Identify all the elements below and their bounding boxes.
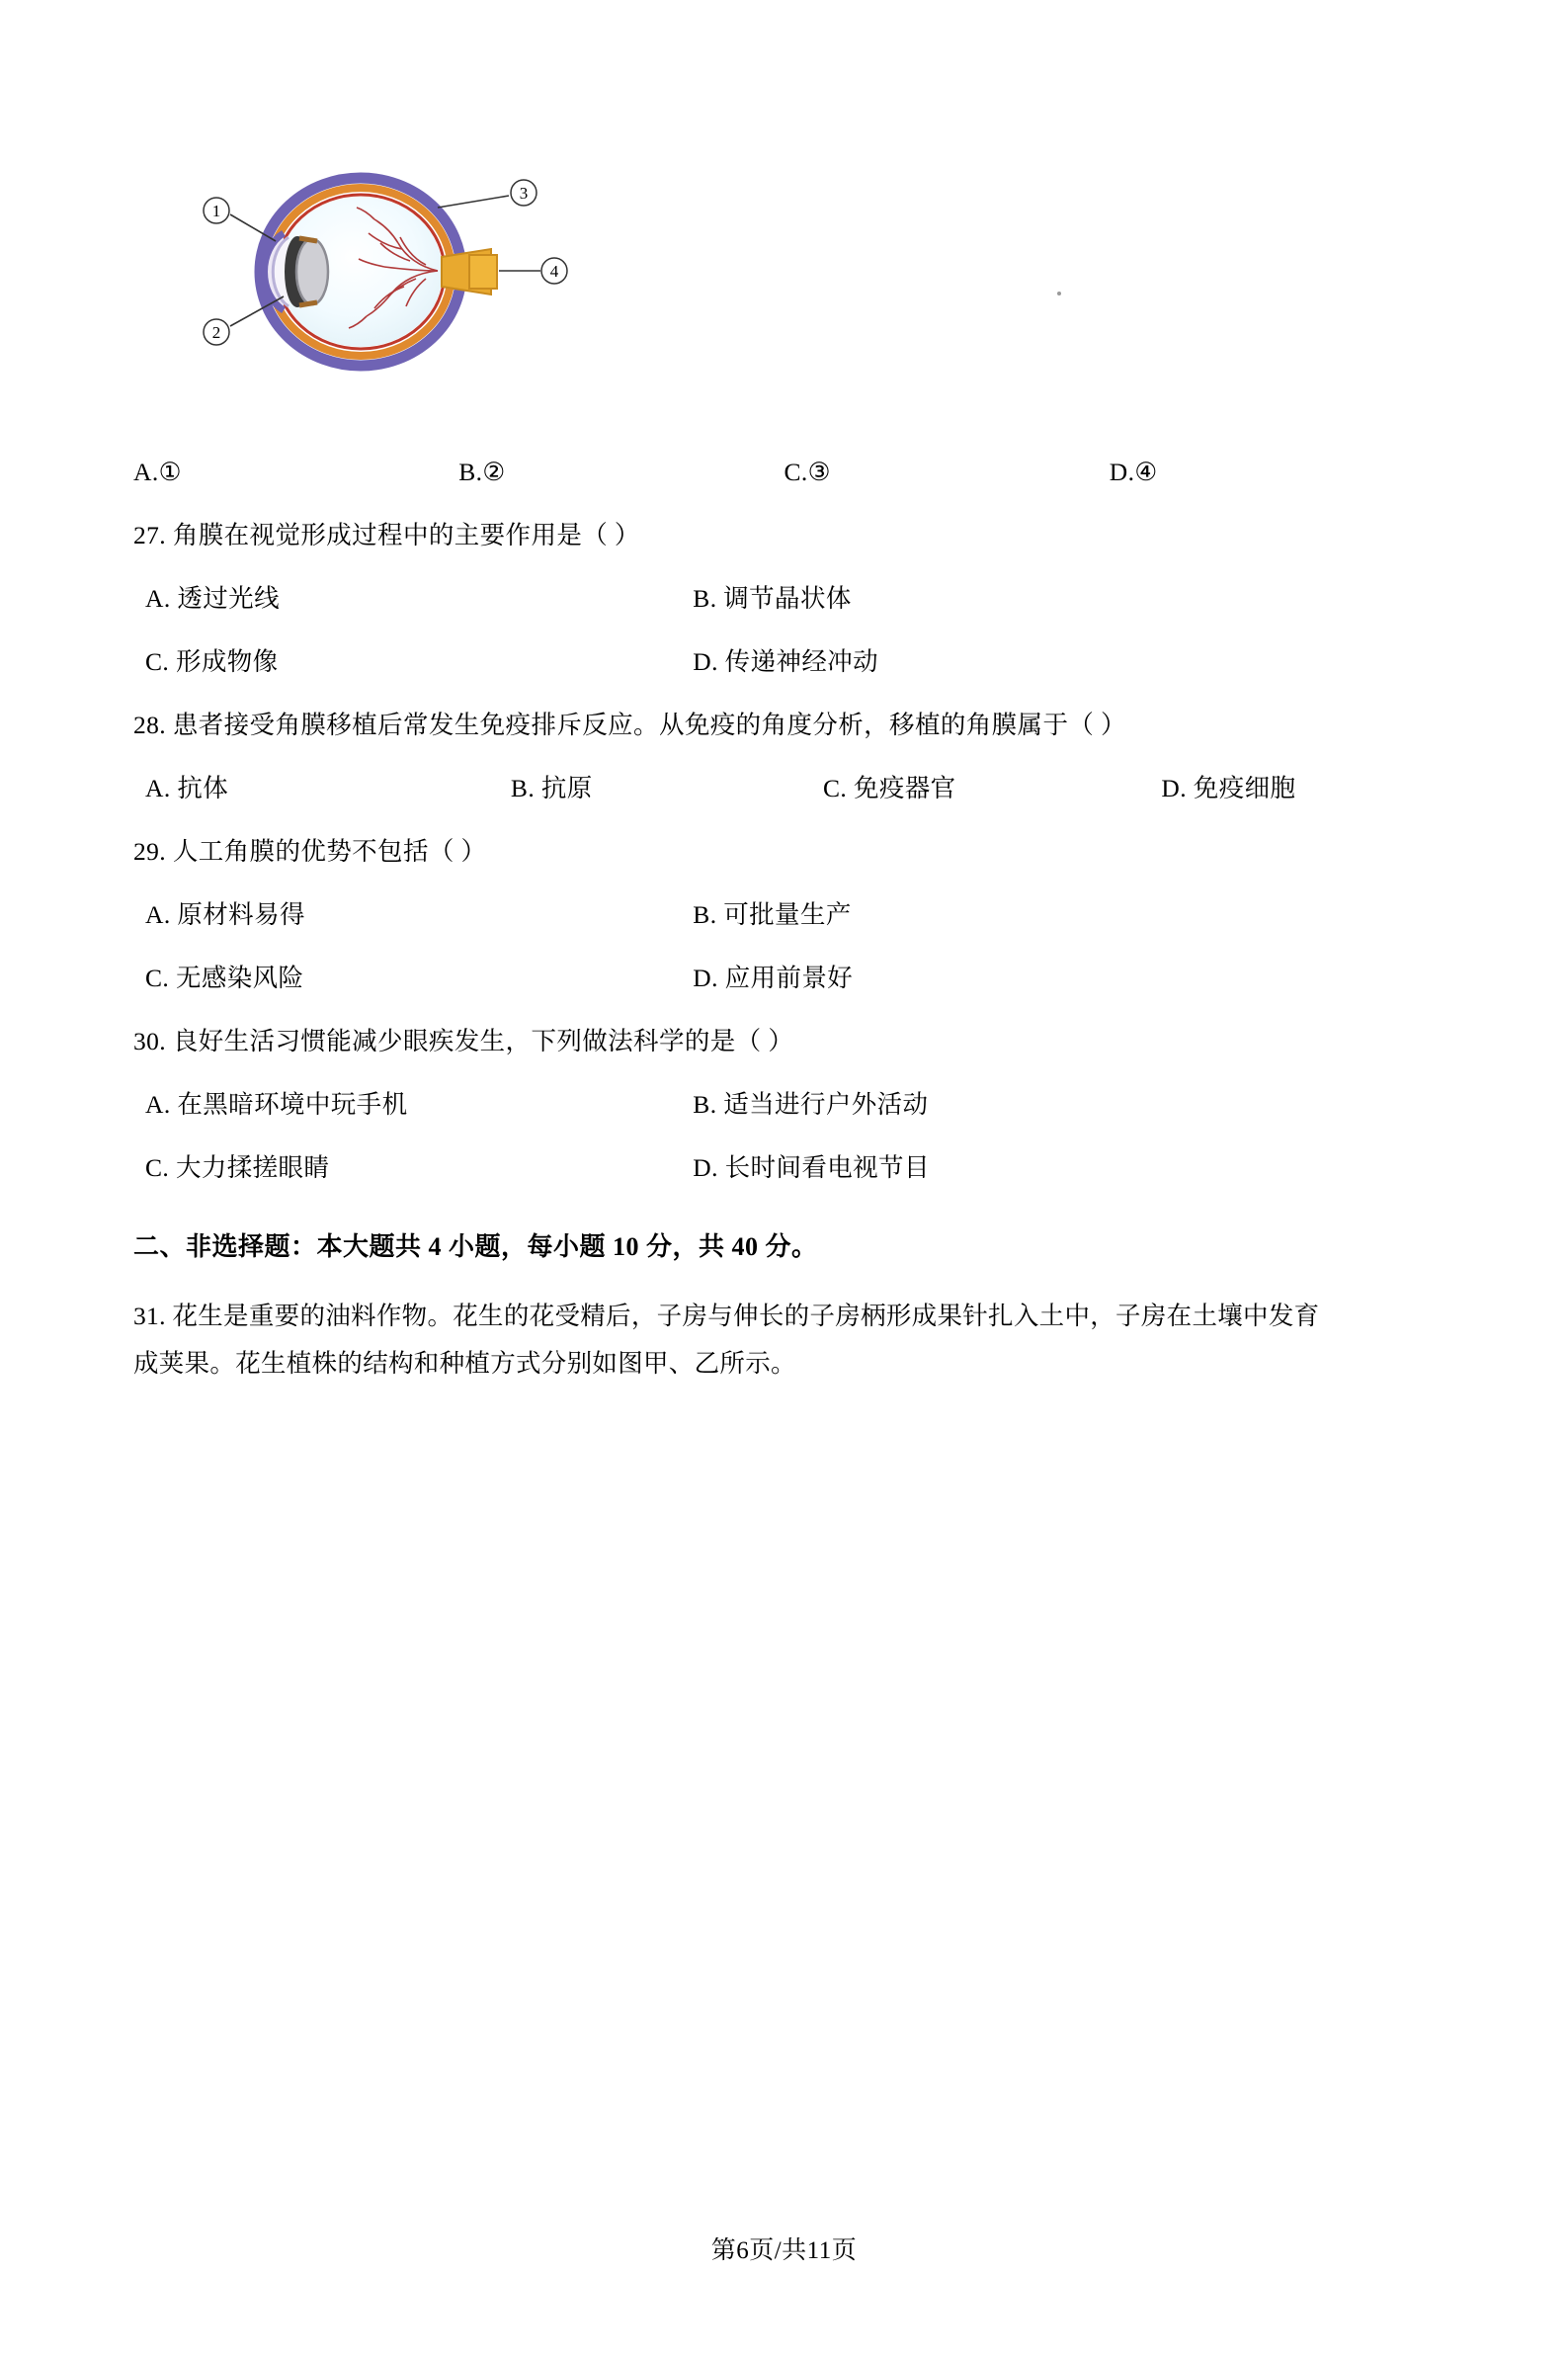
q28-option-b: B. 抗原 [510,773,593,802]
q30-option-b: B. 适当进行户外活动 [693,1089,929,1119]
q26-option-c: C.③ [784,458,831,486]
q30-option-row-2 [133,1150,1435,1187]
q28-option-a: A. 抗体 [145,773,229,802]
blank-work-area [133,1389,1435,1942]
q30-option-d: D. 长时间看电视节目 [693,1152,930,1182]
q26-option-d: D.④ [1109,458,1158,486]
eye-anatomy-diagram [173,138,588,405]
q29-option-row-1 [133,897,1435,934]
page-footer-text: 第6页/共11页 [710,2237,858,2264]
q31-stem-line2: 成荚果。花生植株的结构和种植方式分别如图甲、乙所示。 [133,1349,796,1379]
q30-option-row-1 [133,1087,1435,1124]
q29-option-b: B. 可批量生产 [693,899,852,929]
figure-label-2: 2 [211,323,221,342]
q26-option-b: B.② [458,458,506,486]
figure-block [133,138,1435,455]
q29-option-a: A. 原材料易得 [145,899,305,929]
q27-option-row-2 [133,644,1435,681]
figure-label-1: 1 [211,202,221,220]
q28-stem: 28. 患者接受角膜移植后常发生免疫排斥反应。从免疫的角度分析，移植的角膜属于（ ） [133,710,1126,739]
q29-stem: 29. 人工角膜的优势不包括（ ） [133,836,487,866]
q30-option-c: C. 大力揉搓眼睛 [145,1152,330,1182]
q30-stem: 30. 良好生活习惯能减少眼疾发生，下列做法科学的是（ ） [133,1026,794,1055]
q27-option-b: B. 调节晶状体 [693,583,852,613]
q29-option-row-2 [133,961,1435,997]
q26-option-row [133,455,1435,491]
q27-option-c: C. 形成物像 [145,646,279,676]
exam-page [0,138,1568,2357]
q29-option-c: C. 无感染风险 [145,963,304,992]
q27-option-d: D. 传递神经冲动 [693,646,879,676]
q30-option-a: A. 在黑暗环境中玩手机 [145,1089,408,1119]
q28-option-row [133,771,1435,807]
q31-stem-line1: 31. 花生是重要的油料作物。花生的花受精后，子房与伸长的子房柄形成果针扎入土中，子房在土壤中发育 [133,1301,1320,1330]
section-two-title: 二、非选择题：本大题共 4 小题，每小题 10 分，共 40 分。 [133,1231,818,1261]
q28-option-c: C. 免疫器官 [823,773,956,802]
q28-option-d: D. 免疫细胞 [1161,773,1296,802]
q27-stem: 27. 角膜在视觉形成过程中的主要作用是（ ） [133,520,640,549]
page-footer [0,2231,1568,2266]
q29-option-d: D. 应用前景好 [693,963,854,992]
q27-option-a: A. 透过光线 [145,583,280,613]
figure-label-4: 4 [549,262,559,281]
q27-option-row-1 [133,581,1435,618]
q26-option-a: A.① [133,458,182,486]
figure-label-3: 3 [519,184,529,203]
